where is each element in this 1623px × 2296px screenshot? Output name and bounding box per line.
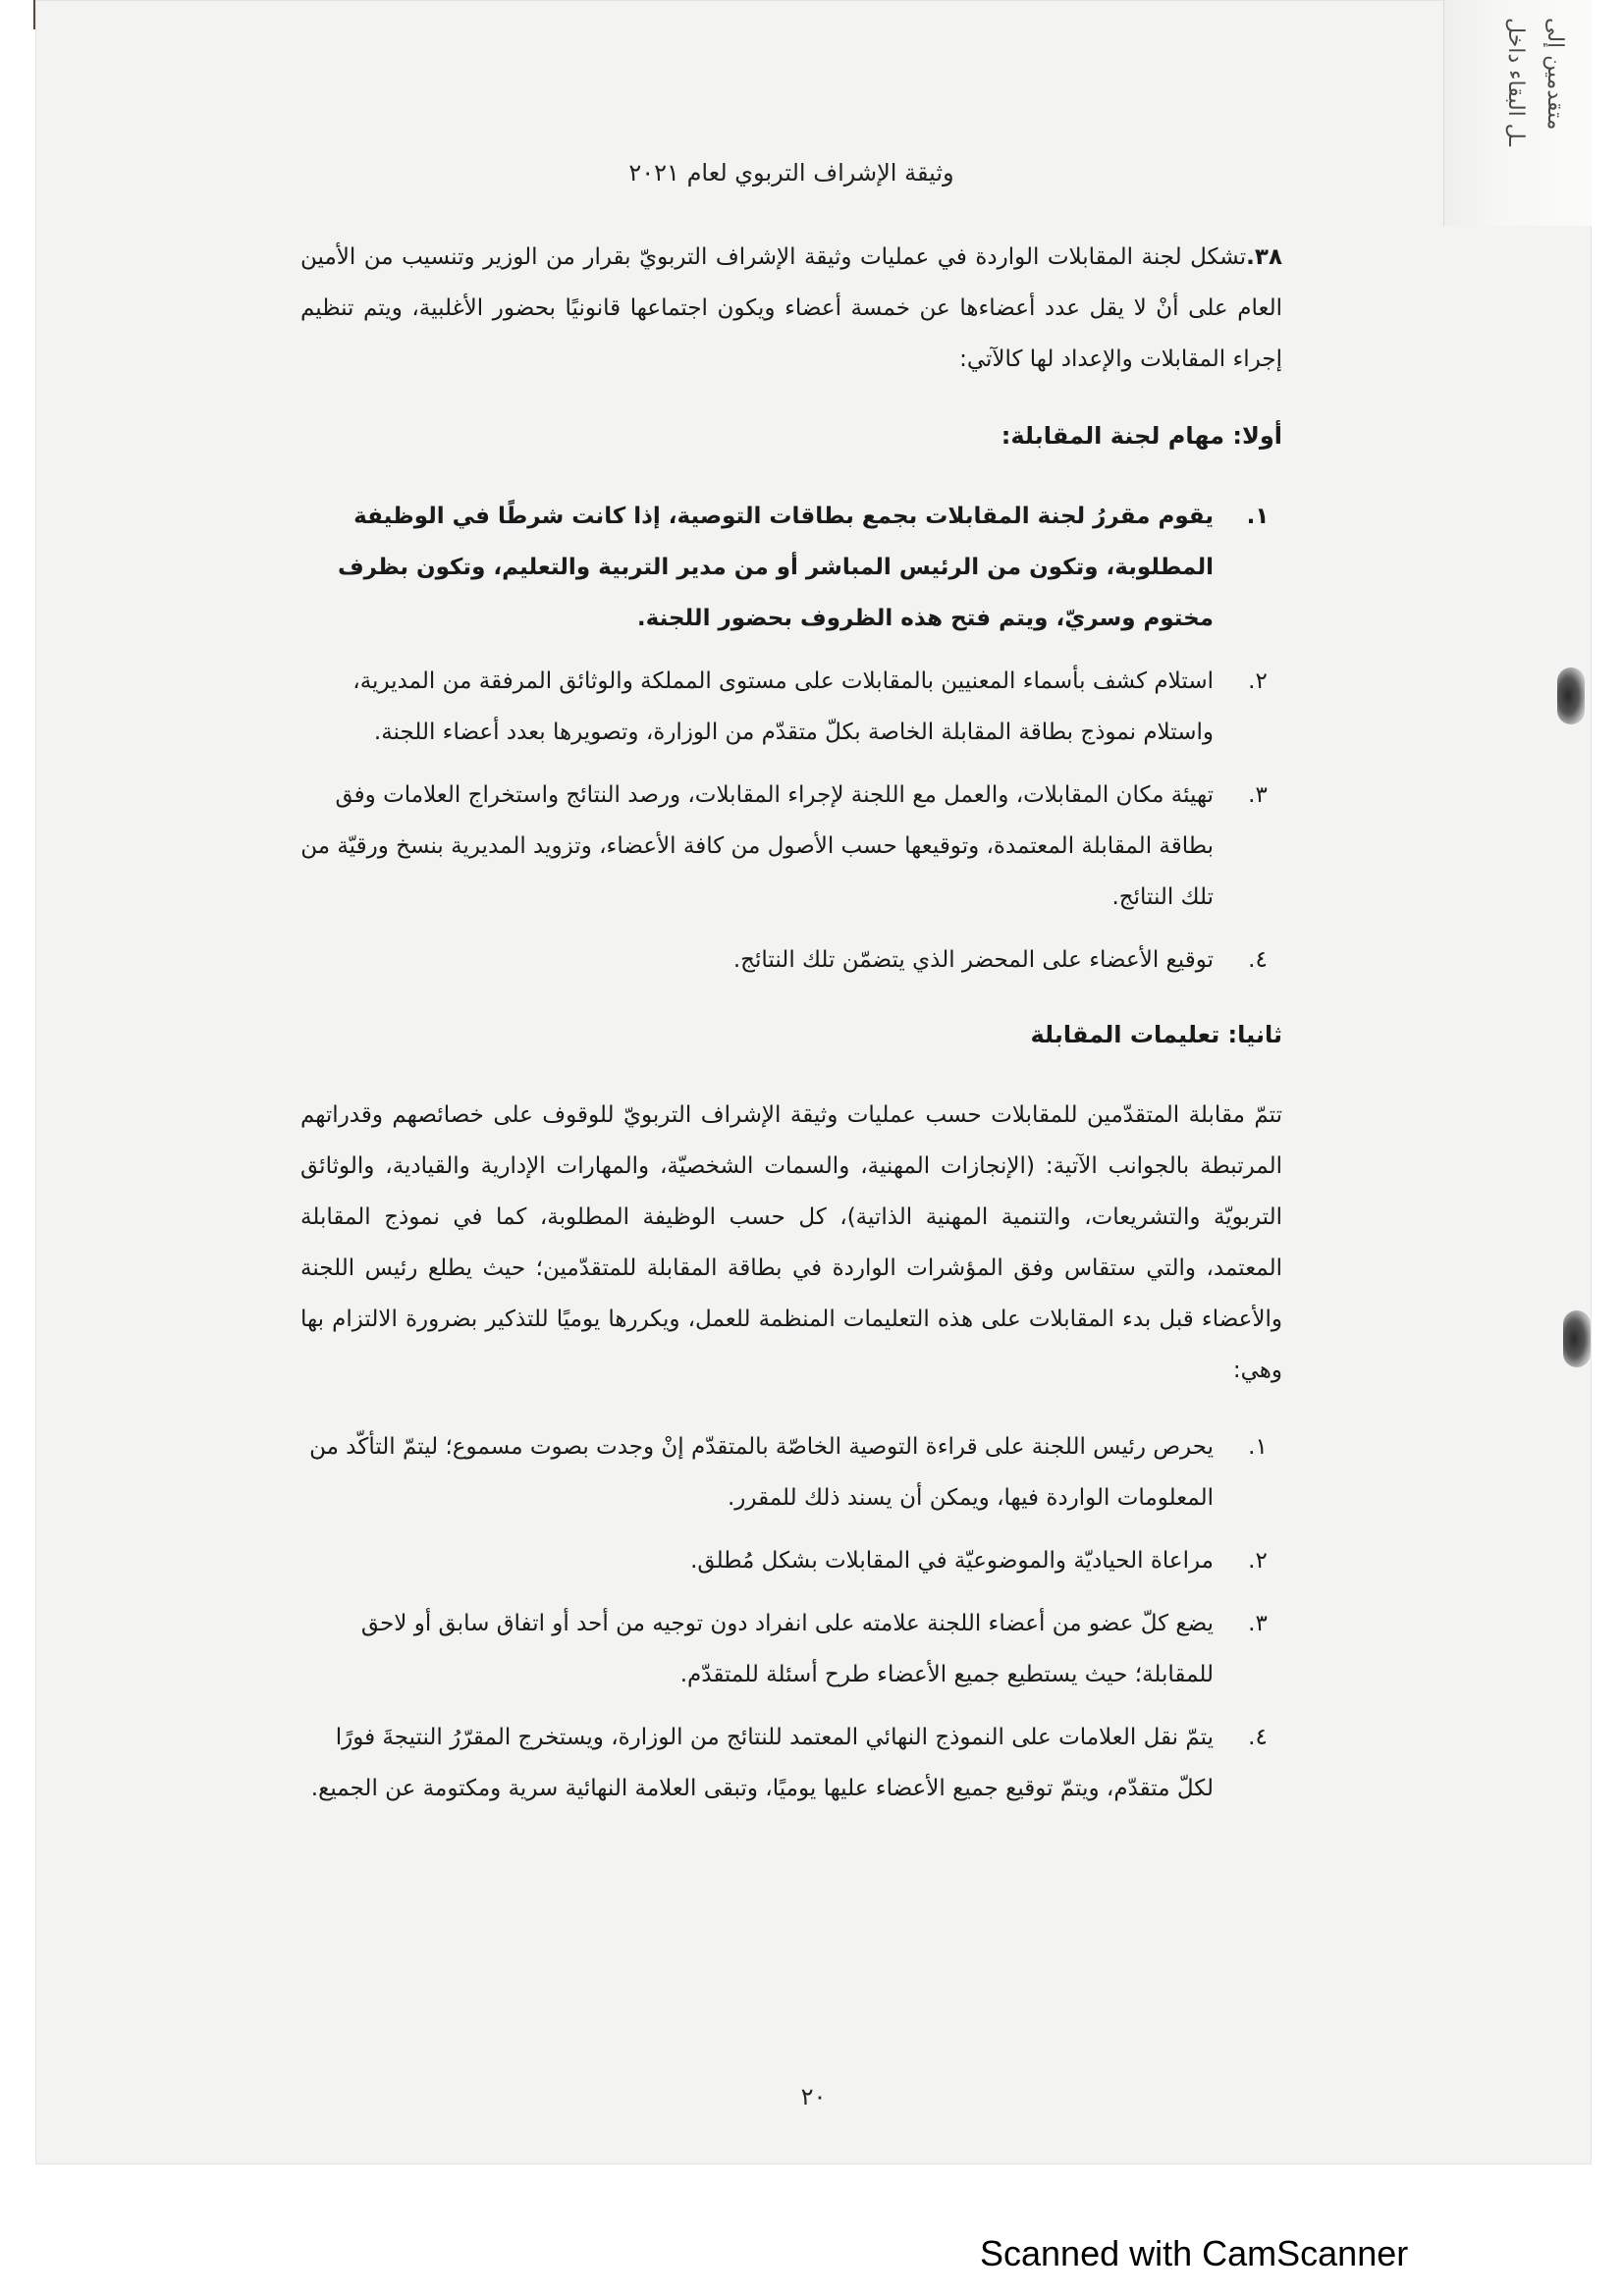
section1-title: أولا: مهام لجنة المقابلة: <box>1001 422 1282 450</box>
list-marker: ١. <box>1246 504 1270 529</box>
side-note-line: ـل البقاء داخل <box>1503 18 1528 146</box>
list-item-text: استلام كشف بأسماء المعنيين بالمقابلات على مستوى المملكة والوثائق المرفقة من المديرية، واستلام نموذج بطاقة المقابلة الخاصة بكلّ متقدّم من الوزارة، وتصويرها بعدد أعضاء اللجنة. <box>352 668 1214 745</box>
list-item <box>300 770 1282 923</box>
document-body <box>300 147 1282 1838</box>
list-item <box>300 656 1282 758</box>
list-item-text: يحرص رئيس اللجنة على قراءة التوصية الخاصّة بالمتقدّم إنْ وجدت بصوت مسموع؛ ليتمّ التأكّد من المعلومات الواردة فيها، ويمكن أن يسند ذلك للمقرر. <box>309 1434 1214 1511</box>
document-header: وثيقة الإشراف التربوي لعام ٢٠٢١ <box>628 159 954 187</box>
list-marker: ٤. <box>1248 1725 1268 1750</box>
page-number: ٢٠ <box>800 2083 827 2110</box>
folded-page-edge <box>1443 0 1592 226</box>
list-marker: ٣. <box>1248 1611 1268 1636</box>
list-marker: ٢. <box>1248 668 1268 694</box>
side-note-line: متقدمين إلى <box>1542 18 1567 131</box>
section2-paragraph: تتمّ مقابلة المتقدّمين للمقابلات حسب عمليات وثيقة الإشراف التربويّ للوقوف على خصائصهم وقدراتهم المرتبطة بالجوانب الآتية: (الإنجازات المهنية، والسمات الشخصيّة، والمهارات الإدارية والقيادية، والوثائق التربويّة والتشريعات، والتنمية المهنية الذاتية)، كل حسب الوظيفة المطلوبة، كما في نموذج المقابلة المعتمد، والتي ستقاس وفق المؤشرات الواردة في بطاقة المقابلة للمتقدّمين؛ حيث يطلع رئيس اللجنة والأعضاء قبل بدء المقابلات على هذه التعليمات المنظمة للعمل، ويكررها يوميًا للتذكير بضرورة الالتزام بها وهي: <box>300 1102 1282 1383</box>
list-marker: ٢. <box>1248 1548 1268 1574</box>
list-item-text: يقوم مقررُ لجنة المقابلات بجمع بطاقات التوصية، إذا كانت شرطًا في الوظيفة المطلوبة، وتكون من الرئيس المباشر أو من مدير التربية والتعليم، وتكون بظرف مختوم وسريّ، ويتم فتح هذه الظروف بحضور اللجنة. <box>337 504 1214 631</box>
list-marker: ٤. <box>1248 947 1268 973</box>
list-item <box>300 1712 1282 1814</box>
list-item-text: يتمّ نقل العلامات على النموذج النهائي المعتمد للنتائج من الوزارة، ويستخرج المقرّرُ النتيجةَ فورًا لكلّ متقدّم، ويتمّ توقيع جميع الأعضاء عليها يوميًا، وتبقى العلامة النهائية سرية ومكتومة عن الجميع. <box>310 1725 1214 1801</box>
intro-text: تشكل لجنة المقابلات الواردة في عمليات وثيقة الإشراف التربويّ بقرار من الوزير وتنسيب من الأمين العام على أنْ لا يقل عدد أعضاءها عن خمسة أعضاء ويكون اجتماعها قانونيًا بحضور الأغلبية، ويتم تنظيم إجراء المقابلات والإعداد لها كالآتي: <box>300 244 1282 372</box>
punch-hole <box>1557 667 1585 724</box>
list-item-text: تهيئة مكان المقابلات، والعمل مع اللجنة لإجراء المقابلات، ورصد النتائج واستخراج العلامات وفق بطاقة المقابلة المعتمدة، وتوقيعها حسب الأصول من كافة الأعضاء، وتزويد المديرية بنسخ ورقيّة من تلك النتائج. <box>300 782 1214 910</box>
section1-list <box>300 491 1282 986</box>
section2-list <box>300 1421 1282 1814</box>
punch-hole <box>1563 1310 1591 1367</box>
intro-paragraph <box>300 232 1282 385</box>
list-item <box>300 934 1282 986</box>
list-item-text: مراعاة الحياديّة والموضوعيّة في المقابلات بشكل مُطلق. <box>690 1548 1214 1574</box>
list-marker: ١. <box>1248 1434 1268 1460</box>
list-item <box>300 1421 1282 1523</box>
list-item <box>300 491 1282 644</box>
list-marker: ٣. <box>1248 782 1268 808</box>
side-note <box>1495 18 1574 146</box>
list-item <box>300 1535 1282 1586</box>
scanned-page <box>35 0 1592 2164</box>
intro-number: ٣٨. <box>1246 244 1282 270</box>
list-item-text: توقيع الأعضاء على المحضر الذي يتضمّن تلك النتائج. <box>732 947 1214 973</box>
section2-title: ثانيا: تعليمات المقابلة <box>1030 1021 1282 1048</box>
camscanner-watermark: Scanned with CamScanner <box>980 2233 1409 2273</box>
list-item-text: يضع كلّ عضو من أعضاء اللجنة علامته على انفراد دون توجيه من أحد أو اتفاق سابق أو لاحق للمقابلة؛ حيث يستطيع جميع الأعضاء طرح أسئلة للمتقدّم. <box>360 1611 1214 1687</box>
list-item <box>300 1598 1282 1700</box>
